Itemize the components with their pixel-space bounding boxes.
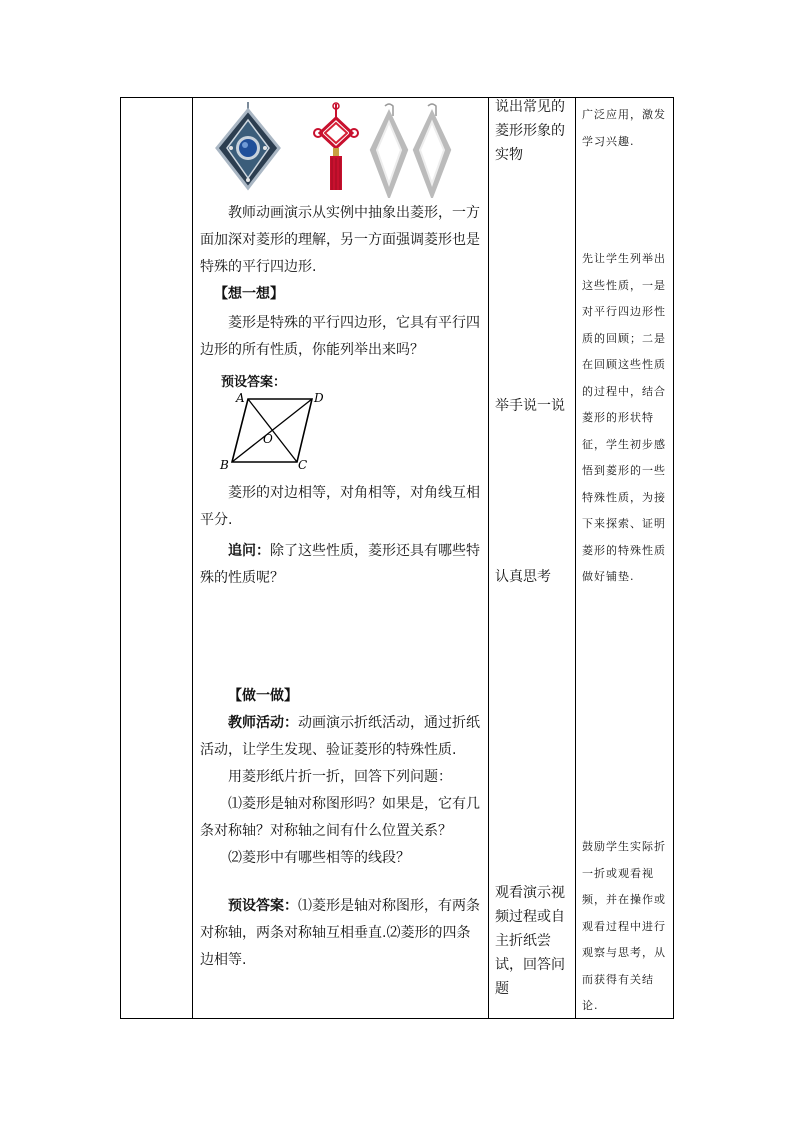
jewel-pendant-image bbox=[217, 102, 279, 188]
vertex-label-d: D bbox=[314, 391, 324, 405]
table-divider-2 bbox=[488, 97, 489, 1019]
table-border-left bbox=[120, 97, 121, 1019]
fold-instruction: 用菱形纸片折一折，回答下列问题： bbox=[228, 769, 452, 785]
table-divider-1 bbox=[192, 97, 193, 1019]
teacher-demo-text: 教师动画演示从实例中抽象出菱形，一方面加深对菱形的理解，另一方面强调菱形也是特殊的平行四边形. bbox=[200, 205, 480, 275]
preset-answer-2 bbox=[200, 893, 483, 974]
diamond-earrings-image bbox=[373, 104, 448, 192]
student-activity-2: 举手说一说 bbox=[495, 398, 565, 414]
think-question: 菱形是特殊的平行四边形，它具有平行四边形的所有性质，你能列举出来吗？ bbox=[200, 315, 480, 358]
teacher-activity-label: 教师活动： bbox=[228, 715, 298, 731]
properties-answer: 菱形的对边相等，对角相等，对角线互相平分. bbox=[200, 485, 480, 528]
design-intent-2: 先让学生列举出这些性质，一是对平行四边形性质的回顾；二是在回顾这些性质的过程中，结合菱形的形状特征，学生初步感悟到菱形的一些特殊性质，为接下来探索、证明菱形的特殊性质做好铺垫. bbox=[582, 252, 666, 583]
rhombus-figure bbox=[215, 388, 330, 474]
activity-1-block bbox=[200, 200, 483, 395]
table-divider-3 bbox=[575, 97, 576, 1019]
student-activity-3: 认真思考 bbox=[495, 569, 551, 585]
activity-2-block bbox=[200, 684, 483, 974]
preset-answer-2-text: ⑴菱形是轴对称图形，有两条对称轴，两条对称轴互相垂直.⑵菱形的四条边相等. bbox=[200, 898, 480, 968]
vertex-label-c: C bbox=[298, 458, 308, 472]
table-border-top bbox=[120, 97, 674, 98]
student-activity-1: 说出常见的菱形形象的实物 bbox=[495, 99, 565, 163]
followup-text: 除了这些性质，菱形还具有哪些特殊的性质呢？ bbox=[200, 543, 480, 586]
activity-1-answer-block bbox=[200, 480, 483, 592]
table-border-right bbox=[673, 97, 674, 1019]
do-title: 【做一做】 bbox=[228, 688, 298, 704]
preset-answer-2-label: 预设答案： bbox=[228, 898, 298, 914]
followup-label: 追问： bbox=[228, 543, 270, 559]
student-activity-4: 观看演示视频过程或自主折纸尝试，回答问题 bbox=[495, 885, 565, 997]
vertex-label-a: A bbox=[236, 391, 245, 405]
rhombus-objects-illustration bbox=[215, 100, 485, 198]
vertex-label-b: B bbox=[220, 458, 229, 472]
followup-question bbox=[200, 538, 483, 592]
center-label-o: O bbox=[263, 432, 273, 446]
design-intent-3: 鼓励学生实际折一折或观看视频，并在操作或观看过程中进行观察与思考，从而获得有关结论. bbox=[582, 840, 666, 1012]
rhombus-shape bbox=[232, 399, 312, 462]
think-title: 【想一想】 bbox=[214, 286, 284, 302]
teacher-activity-text: 动画演示折纸活动，通过折纸活动，让学生发现、验证菱形的特殊性质. bbox=[200, 715, 480, 758]
question-1: ⑴菱形是轴对称图形吗？如果是，它有几条对称轴？对称轴之间有什么位置关系？ bbox=[200, 796, 480, 839]
question-2: ⑵菱形中有哪些相等的线段？ bbox=[228, 850, 410, 866]
design-intent-1: 广泛应用，激发学习兴趣. bbox=[582, 108, 666, 148]
preset-answer-label: 预设答案： bbox=[221, 375, 287, 390]
chinese-knot-image bbox=[314, 103, 358, 190]
teacher-activity bbox=[200, 710, 483, 764]
